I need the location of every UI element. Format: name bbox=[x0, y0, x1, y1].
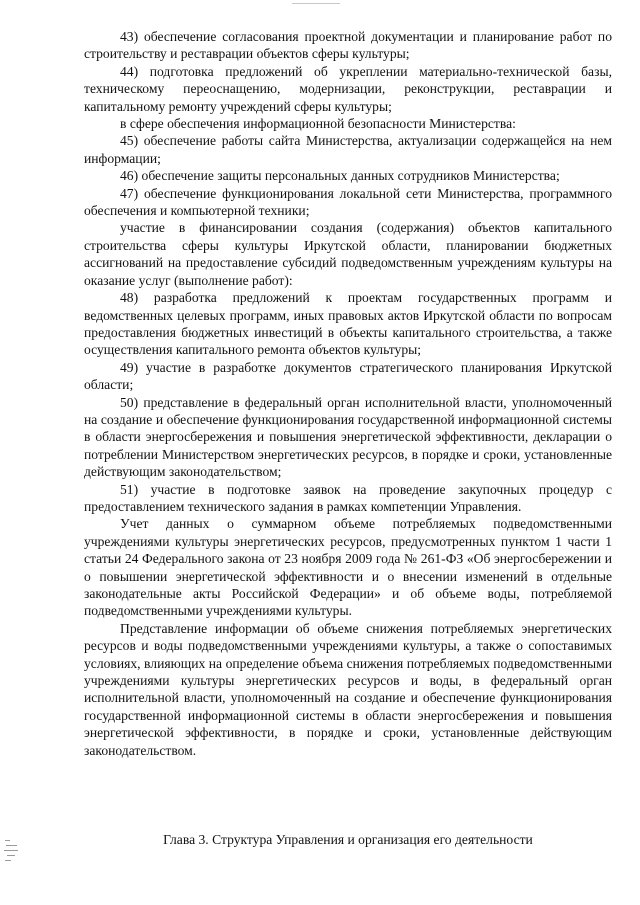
document-body bbox=[84, 28, 612, 759]
paragraph-item-45: 45) обеспечение работы сайта Министерства, актуализации содержащейся на нем информации; bbox=[84, 133, 612, 166]
paragraph-item-50: 50) представление в федеральный орган исполнительной власти, уполномоченный на создание и обеспечение функционирования государственной информационной системы в области энергосбережения и повышения энергетической эффективности, декларации о потреблении Министерством энергетических ресурсов, в порядке и сроки, установленные действующим законодательством; bbox=[84, 394, 612, 480]
paragraph-item-51: 51) участие в подготовке заявок на проведение закупочных процедур с предоставлением технического задания в рамках компетенции Управления. bbox=[84, 481, 612, 514]
paragraph-item-48: 48) разработка предложений к проектам государственных программ и ведомственных целевых программ, иных правовых актов Иркутской области по вопросам предоставления бюджетных инвестиций в объекты капитального строительства, а также осуществления капитального ремонта объектов культуры; bbox=[84, 290, 612, 358]
paragraph-item-49: 49) участие в разработке документов стратегического планирования Иркутской области; bbox=[84, 359, 612, 393]
paragraph-energy-accounting: Учет данных о суммарном объеме потребляемых подведомственными учреждениями культуры энергетических ресурсов, предусмотренных пунктом 1 части 1 статьи 24 Федерального закона от 23 ноября 2009 года № 261-ФЗ «Об энергосбережении и о повышении энергетической эффективности и о внесении изменений в отдельные законодательные акты Российской Федерации» и об объеме воды, потребляемой подведомственными учреждениями культуры. bbox=[84, 516, 612, 619]
paragraph-energy-reporting: Представление информации об объеме снижения потребляемых энергетических ресурсов и воды подведомственными учреждениями культуры, а также о сопоставимых условиях, влияющих на определение объема снижения потребляемых подведомственными учреждениями культуры энергетических ресурсов и воды, в федеральный орган исполнительной власти, уполномоченный на создание и обеспечение функционирования государственной информационной системы в области энергосбережения и повышения энергетической эффективности, в порядке и сроки, установленные действующим законодательством. bbox=[84, 620, 612, 758]
scan-top-mark bbox=[292, 3, 340, 4]
paragraph-item-44: 44) подготовка предложений об укреплении материально-технической базы, техническому переоснащению, модернизации, реконструкции, реставрации и капитальному ремонту учреждений сферы культуры; bbox=[84, 63, 612, 114]
scan-margin-noise bbox=[4, 838, 20, 866]
section-heading-capital-construction: участие в финансировании создания (содержания) объектов капитального строительства сферы культуры Иркутской области, планировании бюджетных ассигнований на предоставление субсидий подведомственным учреждениям культуры на оказание услуг (выполнение работ): bbox=[84, 220, 612, 288]
paragraph-item-43: 43) обеспечение согласования проектной документации и планирование работ по строительству и реставрации объектов сферы культуры; bbox=[84, 29, 612, 62]
chapter-title: Глава 3. Структура Управления и организация его деятельности bbox=[163, 832, 533, 847]
paragraph-item-47: 47) обеспечение функционирования локальной сети Министерства, программного обеспечения и компьютерной техники; bbox=[84, 185, 612, 219]
section-heading-information-security: в сфере обеспечения информационной безопасности Министерства: bbox=[120, 116, 516, 132]
paragraph-item-46: 46) обеспечение защиты персональных данных сотрудников Министерства; bbox=[120, 168, 560, 184]
